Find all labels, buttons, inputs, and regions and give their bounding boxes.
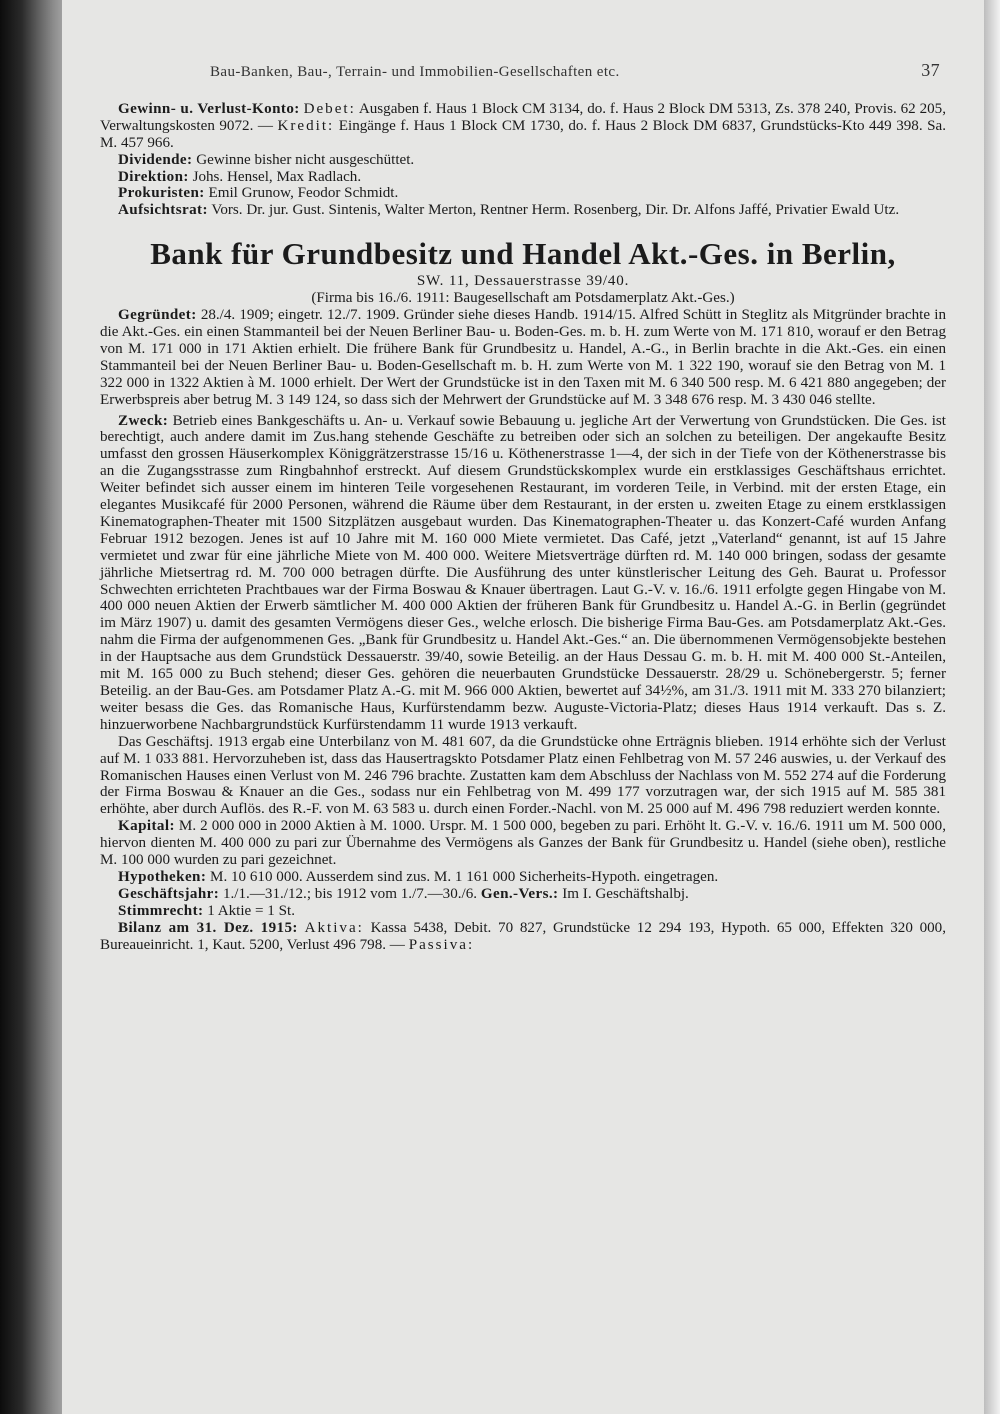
bilanz-label: Bilanz am 31. Dez. 1915: (118, 919, 298, 936)
prokuristen-entry (100, 185, 946, 202)
geschaeftsjahr-label: Geschäftsjahr: (118, 885, 220, 902)
scanned-page (62, 0, 984, 1414)
kapital-entry (100, 818, 946, 869)
gv-debet-label: Debet: (303, 100, 356, 117)
prokuristen-text: Emil Grunow, Feodor Schmidt. (208, 185, 399, 202)
genvers-text: Im I. Geschäftshalbj. (562, 885, 689, 902)
geschaeftsjahr-entry (100, 886, 946, 903)
gegruendet-entry (100, 307, 946, 408)
page-number: 37 (921, 60, 940, 80)
zweck-label: Zweck: (118, 412, 169, 429)
dividende-label: Dividende: (118, 151, 193, 168)
geschaeftsjahr-report: Das Geschäftsj. 1913 ergab eine Unterbilanz von M. 481 607, da die Grundstücke ohne Erträgnis blieben. 1914 erhöhte sich der Verlust auf M. 1 033 881. Hervorzuheben ist, dass das Hausertragskto Potsdamer Platz einen Fehlbetrag von M. 57 246 auswies, u. der Verkauf des Romanischen Hauses einen Verlust von M. 246 796 brachte. Zustatten kam dem Abschluss der Nachlass von M. 552 274 auf die Forderung der Firma Boswau & Knauer an die Ges., sodass nur ein Fehlbetrag von M. 499 177 vorzutragen war, der sich 1915 auf M. 585 381 erhöhte, aber durch Auflös. des R.-F. von M. 63 583 u. durch einen Forder.-Nachl. von M. 25 000 auf M. 496 798 reduziert werden konnte. (100, 733, 946, 818)
stimmrecht-label: Stimmrecht: (118, 902, 204, 919)
hypotheken-label: Hypotheken: (118, 868, 207, 885)
page-edge (984, 0, 1000, 1414)
company-title: Bank für Grundbesitz und Handel Akt.-Ges. in Berlin, (150, 236, 896, 272)
gewinn-verlust-entry (100, 101, 946, 152)
hypotheken-entry (100, 869, 946, 886)
gv-text-1: Ausgaben f. Haus 1 Block CM 3134, do. f. Haus 2 Block DM 5313, Zs. 378 240, Provis. 62 205, Verwaltungskosten 9072. — (100, 100, 946, 134)
gv-kredit-label: Kredit: (277, 117, 335, 134)
running-title: Bau-Banken, Bau-, Terrain- und Immobilien-Gesellschaften etc. (210, 64, 620, 80)
aufsichtsrat-text: Vors. Dr. jur. Gust. Sintenis, Walter Merton, Rentner Herm. Rosenberg, Dir. Dr. Alfons Jaffé, Privatier Ewald Utz. (211, 202, 900, 219)
page-content (100, 62, 946, 954)
book-gutter (0, 0, 62, 1414)
direktion-entry (100, 169, 946, 186)
running-header (210, 62, 940, 81)
stimmrecht-entry (100, 903, 946, 920)
gv-label: Gewinn- u. Verlust-Konto: (118, 100, 300, 117)
kapital-label: Kapital: (118, 818, 175, 835)
genvers-label: Gen.-Vers.: (480, 885, 559, 902)
bilanz-entry (100, 920, 946, 954)
prokuristen-label: Prokuristen: (118, 185, 205, 202)
aktiva-label: Aktiva: (304, 919, 364, 936)
zweck-text: Betrieb eines Bankgeschäfts u. An- u. Verkauf sowie Bebauung u. jegliche Art der Verwertung von Grundstücken. Die Ges. ist berechtigt, auch andere damit im Zus.hang stehende Geschäfte zu betreiben oder sich an solchen zu beteiligen. Der angekaufte Besitz umfasst den grossen Häuserkomplex Königgrätzerstrasse 15/16 u. Köthenerstrasse 1—4, der sich in der Tiefe von der Köthenerstrasse bis an die Zugangsstrasse zum Ringbahnhof erstreckt. Auf diesem Grundstückskomplex wurde ein erstklassiges Geschäftshaus errichtet. Weiter befindet sich ausser einem im hinteren Teile vorgesehenen Restaurant, im vorderen Teile, in Verbind. mit der ersten Etage, ein elegantes Musikcafé für 2000 Personen, während die Räume über dem Restaurant, in der ersten u. zweiten Etage zu einem erstklassigen Kinematographen-Theater mit 1500 Sitzplätzen ausgebaut wurden. Das Kinematographen-Theater u. das Konzert-Café wurden Anfang Februar 1912 bezogen. Jenes ist auf 10 Jahre mit M. 160 000 Miete vermietet. Das Café, jetzt „Vaterland“ genannt, ist auf 15 Jahre vermietet und zwar für eine jährliche Miete von M. 400 000. Weitere Mietsverträge dürften rd. M. 140 000 bringen, sodass der gesamte jährliche Mietsertrag rd. M. 700 000 betragen dürfte. Die Ausführung des unter künstlerischer Leitung des Geh. Baurat u. Professor Schwechten errichteten Prachtbaues war der Firma Boswau & Knauer übertragen. Laut G.-V. v. 16./6. 1911 erfolgte gegen Hingabe von M. 400 000 neuen Aktien der Erwerb sämtlicher M. 400 000 Aktien der früheren Bank für Grundbesitz u. Handel A.-G. in Berlin (gegründet im März 1907) u. damit des gesamten Vermögens dieser Ges., welche erlosch. Die bisherige Firma Bau-Ges. am Potsdamerplatz Akt.-Ges. nahm die Firma der aufgenommenen Ges. „Bank für Grundbesitz u. Handel Akt.-Ges.“ an. Die übernommenen Vermögensobjekte bestehen in der Hauptsache aus dem Grundstück Dessauerstr. 39/40, sowie Beteilig. an der Haus Dessau G. m. b. H. mit M. 400 000 St.-Anteilen, mit M. 165 000 zu Buch stehend; dieser Ges. gehören die neuerbauten Grundstücke Dessauerstr. 28/29 u. Schönebergerstr. 5; ferner Beteilig. an der Bau-Ges. am Potsdamer Platz A.-G. mit M. 966 000 Aktien, bewertet auf 34½%, am 31./3. 1911 mit M. 333 270 bilanziert; weiter besass die Ges. das Romanische Haus, Kurfürstendamm bezw. Auguste-Victoria-Platz; dieses Haus 1914 verkauft. Das s. Z. hinzuerworbene Nachbargrundstück Kurfürstendamm 11 wurde 1913 verkauft. (100, 412, 946, 733)
hypotheken-text: M. 10 610 000. Ausserdem sind zus. M. 1 161 000 Sicherheits-Hypoth. eingetragen. (210, 868, 719, 885)
gegruendet-text: 28./4. 1909; eingetr. 12./7. 1909. Gründer siehe dieses Handb. 1914/15. Alfred Schütt in Steglitz als Mitgründer brachte in die Akt.-Ges. ein einen Stammanteil bei der Neuen Berliner Bau- u. Boden-Ges. m. b. H. zum Werte von M. 171 810, worauf er den Betrag von M. 171 000 in 171 Aktien erhielt. Die frühere Bank für Grundbesitz u. Handel, A.-G., in Berlin brachte in die Akt.-Ges. ein einen Stammanteil bei der Neuen Berliner Bau- u. Boden-Gesellschaft m. b. H. zum Werte von M. 1 322 190, worauf sie den Betrag von M. 1 322 000 in 1322 Aktien à M. 1000 erhielt. Der Wert der Grundstücke ist in den Taxen mit M. 6 340 500 resp. M. 6 421 880 angegeben; der Erwerbspreis aber betrug M. 3 149 124, so dass sich der Mehrwert der Grundstücke auf M. 3 348 676 resp. M. 3 430 046 stellte. (100, 307, 946, 408)
kapital-text: M. 2 000 000 in 2000 Aktien à M. 1000. Urspr. M. 1 500 000, begeben zu pari. Erhöht lt. G.-V. v. 16./6. 1911 um M. 500 000, hiervon dienten M. 400 000 zu pari zur Übernahme des Vermögens als Ganzes der Bank für Grundbesitz u. Handel (siehe oben), restliche M. 100 000 wurden zu pari gezeichnet. (100, 818, 946, 869)
gv-text-2: Eingänge f. Haus 1 Block CM 1730, do. f. Haus 2 Block DM 6837, Grundstücks-Kto 449 398. Sa. M. 457 966. (100, 117, 947, 151)
stimmrecht-text: 1 Aktie = 1 St. (207, 902, 295, 919)
dividende-text: Gewinne bisher nicht ausgeschüttet. (196, 151, 415, 168)
direktion-label: Direktion: (118, 168, 189, 185)
zweck-entry (100, 413, 946, 734)
dividende-entry (100, 152, 946, 169)
geschaeftsjahr-text: 1./1.—31./12.; bis 1912 vom 1./7.—30./6. (222, 885, 478, 902)
aufsichtsrat-label: Aufsichtsrat: (118, 202, 208, 219)
direktion-text: Johs. Hensel, Max Radlach. (192, 168, 362, 185)
gegruendet-label: Gegründet: (118, 307, 197, 324)
bilanz-text: Kassa 5438, Debit. 70 827, Grundstücke 12 294 193, Hypoth. 65 000, Effekten 320 000, Bureaueinricht. 1, Kaut. 5200, Verlust 496 798. — (100, 919, 946, 953)
company-former-name: (Firma bis 16./6. 1911: Baugesellschaft am Potsdamerplatz Akt.-Ges.) (311, 290, 735, 307)
aufsichtsrat-entry (100, 202, 946, 219)
company-address: SW. 11, Dessauerstrasse 39/40. (416, 273, 630, 290)
passiva-label: Passiva: (408, 936, 475, 953)
